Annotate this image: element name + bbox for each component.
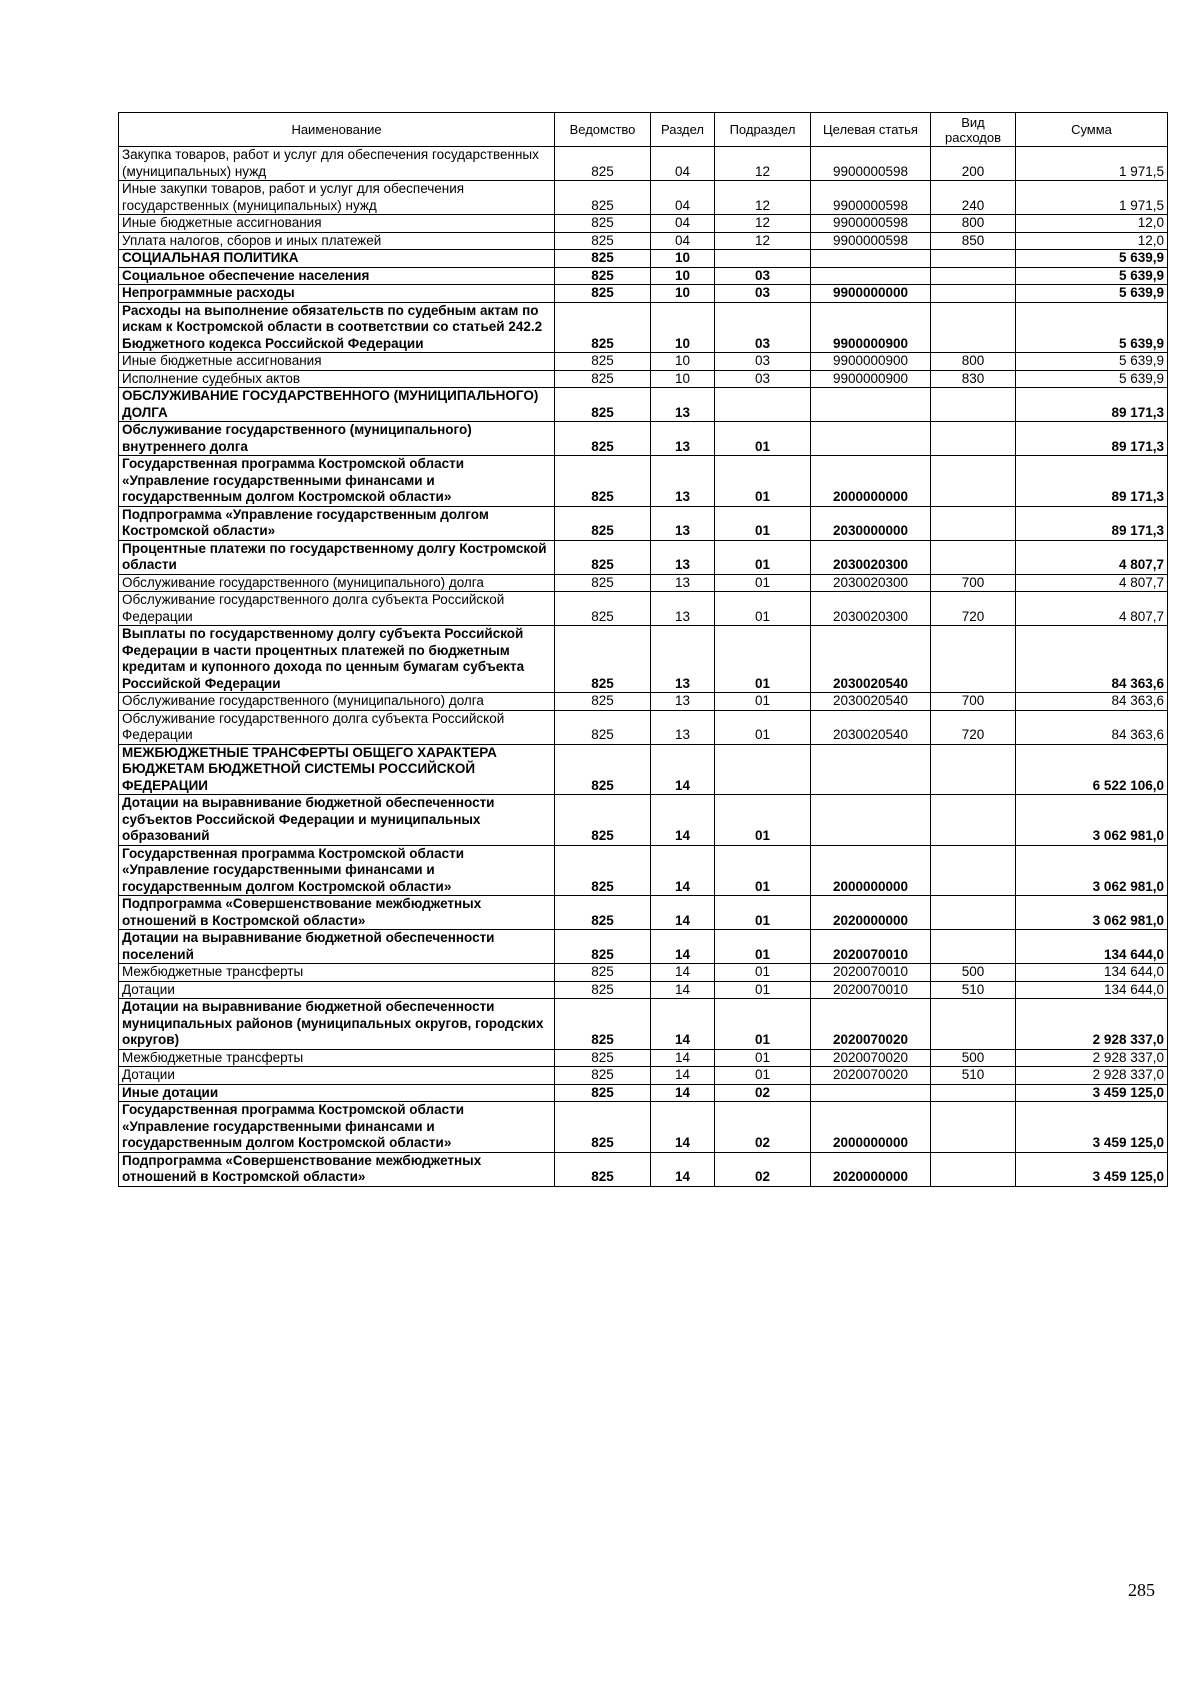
header-name: Наименование <box>119 113 555 147</box>
cell-section: 14 <box>651 1067 715 1085</box>
cell-subsection: 03 <box>715 285 811 303</box>
cell-sum: 89 171,3 <box>1016 506 1168 540</box>
cell-target <box>811 422 931 456</box>
cell-sum: 1 971,5 <box>1016 147 1168 181</box>
cell-sum: 134 644,0 <box>1016 981 1168 999</box>
cell-name: МЕЖБЮДЖЕТНЫЕ ТРАНСФЕРТЫ ОБЩЕГО ХАРАКТЕРА БЮДЖЕТАМ БЮДЖЕТНОЙ СИСТЕМЫ РОССИЙСКОЙ ФЕДЕРАЦИИ <box>119 744 555 795</box>
cell-name: Государственная программа Костромской области «Управление государственными финансами и государственным долгом Костромской области» <box>119 1102 555 1153</box>
cell-sum: 3 459 125,0 <box>1016 1084 1168 1102</box>
cell-section: 14 <box>651 744 715 795</box>
table-row <box>119 540 1168 574</box>
cell-kind <box>931 845 1016 896</box>
cell-name: Обслуживание государственного долга субъекта Российской Федерации <box>119 592 555 626</box>
cell-subsection: 03 <box>715 353 811 371</box>
cell-kind: 850 <box>931 232 1016 250</box>
cell-sum: 12,0 <box>1016 215 1168 233</box>
cell-sum: 2 928 337,0 <box>1016 1067 1168 1085</box>
page-number: 285 <box>1128 1580 1155 1600</box>
cell-kind <box>931 267 1016 285</box>
cell-dept: 825 <box>555 302 651 353</box>
cell-target: 2020070010 <box>811 964 931 982</box>
cell-target: 9900000900 <box>811 353 931 371</box>
cell-target: 2020070020 <box>811 1049 931 1067</box>
cell-name: Дотации на выравнивание бюджетной обеспеченности субъектов Российской Федерации и муниципальных образований <box>119 795 555 846</box>
cell-section: 04 <box>651 232 715 250</box>
cell-section: 13 <box>651 626 715 693</box>
cell-subsection: 01 <box>715 1049 811 1067</box>
cell-section: 10 <box>651 285 715 303</box>
cell-section: 10 <box>651 267 715 285</box>
cell-sum: 5 639,9 <box>1016 267 1168 285</box>
cell-subsection <box>715 388 811 422</box>
cell-subsection: 02 <box>715 1102 811 1153</box>
cell-target <box>811 1084 931 1102</box>
cell-target: 2000000000 <box>811 1102 931 1153</box>
cell-sum: 3 459 125,0 <box>1016 1102 1168 1153</box>
cell-kind: 700 <box>931 574 1016 592</box>
table-row <box>119 422 1168 456</box>
header-section: Раздел <box>651 113 715 147</box>
cell-subsection: 01 <box>715 574 811 592</box>
cell-section: 14 <box>651 964 715 982</box>
cell-kind <box>931 302 1016 353</box>
table-row <box>119 845 1168 896</box>
cell-section: 10 <box>651 370 715 388</box>
table-row <box>119 1067 1168 1085</box>
cell-target <box>811 250 931 268</box>
cell-dept: 825 <box>555 1102 651 1153</box>
table-row <box>119 1084 1168 1102</box>
cell-target: 9900000598 <box>811 232 931 250</box>
table-row <box>119 267 1168 285</box>
cell-subsection: 01 <box>715 1067 811 1085</box>
cell-subsection: 01 <box>715 845 811 896</box>
cell-sum: 84 363,6 <box>1016 626 1168 693</box>
cell-kind: 500 <box>931 1049 1016 1067</box>
cell-subsection <box>715 250 811 268</box>
cell-kind: 720 <box>931 710 1016 744</box>
cell-dept: 825 <box>555 999 651 1050</box>
cell-target <box>811 795 931 846</box>
cell-dept: 825 <box>555 215 651 233</box>
cell-kind <box>931 540 1016 574</box>
cell-target: 2000000000 <box>811 845 931 896</box>
cell-name: Обслуживание государственного (муниципального) внутреннего долга <box>119 422 555 456</box>
table-row <box>119 964 1168 982</box>
cell-section: 14 <box>651 1084 715 1102</box>
cell-name: СОЦИАЛЬНАЯ ПОЛИТИКА <box>119 250 555 268</box>
cell-name: Иные бюджетные ассигнования <box>119 215 555 233</box>
cell-kind <box>931 795 1016 846</box>
cell-sum: 89 171,3 <box>1016 388 1168 422</box>
cell-subsection: 02 <box>715 1084 811 1102</box>
cell-target: 2020000000 <box>811 1152 931 1186</box>
table-row <box>119 693 1168 711</box>
cell-kind: 800 <box>931 353 1016 371</box>
cell-sum: 3 459 125,0 <box>1016 1152 1168 1186</box>
cell-dept: 825 <box>555 1067 651 1085</box>
header-subsection: Подраздел <box>715 113 811 147</box>
cell-section: 10 <box>651 250 715 268</box>
table-row <box>119 1152 1168 1186</box>
cell-target: 9900000900 <box>811 302 931 353</box>
cell-dept: 825 <box>555 981 651 999</box>
cell-kind <box>931 896 1016 930</box>
cell-subsection: 01 <box>715 981 811 999</box>
header-dept: Ведомство <box>555 113 651 147</box>
cell-subsection: 01 <box>715 930 811 964</box>
cell-section: 04 <box>651 215 715 233</box>
cell-sum: 3 062 981,0 <box>1016 795 1168 846</box>
cell-name: Дотации <box>119 1067 555 1085</box>
cell-sum: 5 639,9 <box>1016 302 1168 353</box>
cell-subsection: 03 <box>715 370 811 388</box>
table-row <box>119 930 1168 964</box>
cell-dept: 825 <box>555 232 651 250</box>
cell-subsection <box>715 744 811 795</box>
cell-section: 14 <box>651 845 715 896</box>
header-target: Целевая статья <box>811 113 931 147</box>
table-row <box>119 302 1168 353</box>
cell-name: Межбюджетные трансферты <box>119 964 555 982</box>
cell-target: 2020070020 <box>811 1067 931 1085</box>
cell-subsection: 01 <box>715 795 811 846</box>
cell-section: 14 <box>651 1049 715 1067</box>
cell-dept: 825 <box>555 267 651 285</box>
cell-kind <box>931 456 1016 507</box>
cell-section: 14 <box>651 930 715 964</box>
cell-sum: 134 644,0 <box>1016 964 1168 982</box>
cell-target: 2030020300 <box>811 540 931 574</box>
cell-target: 2020070020 <box>811 999 931 1050</box>
cell-subsection: 01 <box>715 693 811 711</box>
cell-target: 9900000598 <box>811 147 931 181</box>
cell-kind <box>931 1102 1016 1153</box>
cell-name: Непрограммные расходы <box>119 285 555 303</box>
table-row <box>119 710 1168 744</box>
cell-dept: 825 <box>555 964 651 982</box>
cell-kind: 510 <box>931 1067 1016 1085</box>
table-row <box>119 181 1168 215</box>
table-row <box>119 285 1168 303</box>
cell-name: Обслуживание государственного (муниципального) долга <box>119 574 555 592</box>
cell-dept: 825 <box>555 574 651 592</box>
cell-name: Иные дотации <box>119 1084 555 1102</box>
cell-section: 14 <box>651 795 715 846</box>
cell-sum: 6 522 106,0 <box>1016 744 1168 795</box>
cell-sum: 5 639,9 <box>1016 370 1168 388</box>
cell-dept: 825 <box>555 506 651 540</box>
cell-dept: 825 <box>555 353 651 371</box>
cell-sum: 5 639,9 <box>1016 285 1168 303</box>
cell-target <box>811 744 931 795</box>
cell-name: Закупка товаров, работ и услуг для обеспечения государственных (муниципальных) нужд <box>119 147 555 181</box>
table-row <box>119 456 1168 507</box>
cell-section: 10 <box>651 353 715 371</box>
cell-dept: 825 <box>555 181 651 215</box>
cell-subsection: 01 <box>715 999 811 1050</box>
table-row <box>119 353 1168 371</box>
cell-kind <box>931 285 1016 303</box>
cell-target: 2030020540 <box>811 710 931 744</box>
table-row <box>119 147 1168 181</box>
cell-dept: 825 <box>555 896 651 930</box>
cell-name: Расходы на выполнение обязательств по судебным актам по искам к Костромской области в соответствии со статьей 242.2 Бюджетного кодекса Российской Федерации <box>119 302 555 353</box>
cell-sum: 4 807,7 <box>1016 592 1168 626</box>
table-row <box>119 592 1168 626</box>
cell-kind: 800 <box>931 215 1016 233</box>
cell-kind: 700 <box>931 693 1016 711</box>
cell-dept: 825 <box>555 693 651 711</box>
cell-dept: 825 <box>555 626 651 693</box>
cell-target <box>811 267 931 285</box>
cell-kind <box>931 388 1016 422</box>
header-row <box>119 113 1168 147</box>
table-row <box>119 896 1168 930</box>
cell-name: Уплата налогов, сборов и иных платежей <box>119 232 555 250</box>
cell-name: Подпрограмма «Управление государственным долгом Костромской области» <box>119 506 555 540</box>
cell-section: 14 <box>651 981 715 999</box>
cell-dept: 825 <box>555 1049 651 1067</box>
cell-kind <box>931 999 1016 1050</box>
cell-name: Обслуживание государственного долга субъекта Российской Федерации <box>119 710 555 744</box>
cell-dept: 825 <box>555 250 651 268</box>
cell-section: 14 <box>651 1152 715 1186</box>
cell-sum: 89 171,3 <box>1016 422 1168 456</box>
cell-subsection: 12 <box>715 215 811 233</box>
cell-target: 2030020540 <box>811 626 931 693</box>
cell-name: Выплаты по государственному долгу субъекта Российской Федерации в части процентных платежей по бюджетным кредитам и купонного дохода по ценным бумагам субъекта Российской Федерации <box>119 626 555 693</box>
cell-sum: 134 644,0 <box>1016 930 1168 964</box>
cell-kind <box>931 1152 1016 1186</box>
table-row <box>119 626 1168 693</box>
cell-name: Межбюджетные трансферты <box>119 1049 555 1067</box>
table-row <box>119 388 1168 422</box>
cell-kind: 500 <box>931 964 1016 982</box>
cell-name: Государственная программа Костромской области «Управление государственными финансами и государственным долгом Костромской области» <box>119 456 555 507</box>
cell-target: 9900000598 <box>811 181 931 215</box>
cell-dept: 825 <box>555 388 651 422</box>
cell-section: 13 <box>651 574 715 592</box>
cell-target: 9900000000 <box>811 285 931 303</box>
cell-sum: 2 928 337,0 <box>1016 1049 1168 1067</box>
cell-kind <box>931 250 1016 268</box>
table-row <box>119 1102 1168 1153</box>
cell-kind <box>931 744 1016 795</box>
cell-dept: 825 <box>555 1152 651 1186</box>
cell-kind <box>931 626 1016 693</box>
cell-name: Иные бюджетные ассигнования <box>119 353 555 371</box>
cell-sum: 2 928 337,0 <box>1016 999 1168 1050</box>
cell-sum: 84 363,6 <box>1016 693 1168 711</box>
cell-subsection: 01 <box>715 422 811 456</box>
table-row <box>119 215 1168 233</box>
table-row <box>119 744 1168 795</box>
cell-kind: 240 <box>931 181 1016 215</box>
cell-subsection: 01 <box>715 506 811 540</box>
cell-name: Процентные платежи по государственному долгу Костромской области <box>119 540 555 574</box>
cell-section: 14 <box>651 896 715 930</box>
cell-sum: 3 062 981,0 <box>1016 845 1168 896</box>
cell-target <box>811 388 931 422</box>
cell-section: 13 <box>651 693 715 711</box>
table-row <box>119 250 1168 268</box>
cell-kind <box>931 506 1016 540</box>
cell-target: 2030020300 <box>811 592 931 626</box>
cell-dept: 825 <box>555 540 651 574</box>
cell-name: Дотации на выравнивание бюджетной обеспеченности поселений <box>119 930 555 964</box>
cell-kind: 720 <box>931 592 1016 626</box>
cell-sum: 5 639,9 <box>1016 250 1168 268</box>
cell-name: ОБСЛУЖИВАНИЕ ГОСУДАРСТВЕННОГО (МУНИЦИПАЛЬНОГО) ДОЛГА <box>119 388 555 422</box>
cell-kind: 830 <box>931 370 1016 388</box>
cell-name: Дотации на выравнивание бюджетной обеспеченности муниципальных районов (муниципальных округов, городских округов) <box>119 999 555 1050</box>
cell-subsection: 01 <box>715 626 811 693</box>
cell-target: 2020070010 <box>811 930 931 964</box>
cell-sum: 12,0 <box>1016 232 1168 250</box>
cell-dept: 825 <box>555 845 651 896</box>
cell-section: 04 <box>651 147 715 181</box>
cell-dept: 825 <box>555 795 651 846</box>
cell-dept: 825 <box>555 370 651 388</box>
cell-name: Дотации <box>119 981 555 999</box>
cell-sum: 5 639,9 <box>1016 353 1168 371</box>
cell-subsection: 01 <box>715 592 811 626</box>
cell-dept: 825 <box>555 147 651 181</box>
cell-name: Государственная программа Костромской области «Управление государственными финансами и государственным долгом Костромской области» <box>119 845 555 896</box>
cell-dept: 825 <box>555 930 651 964</box>
table-row <box>119 506 1168 540</box>
table-row <box>119 574 1168 592</box>
cell-target: 2020070010 <box>811 981 931 999</box>
cell-target: 2030020300 <box>811 574 931 592</box>
cell-sum: 1 971,5 <box>1016 181 1168 215</box>
table-row <box>119 1049 1168 1067</box>
cell-kind <box>931 930 1016 964</box>
cell-dept: 825 <box>555 592 651 626</box>
table-row <box>119 795 1168 846</box>
cell-kind: 510 <box>931 981 1016 999</box>
cell-section: 13 <box>651 456 715 507</box>
cell-subsection: 01 <box>715 710 811 744</box>
cell-section: 10 <box>651 302 715 353</box>
cell-dept: 825 <box>555 285 651 303</box>
cell-subsection: 01 <box>715 896 811 930</box>
cell-sum: 84 363,6 <box>1016 710 1168 744</box>
cell-sum: 4 807,7 <box>1016 540 1168 574</box>
cell-subsection: 01 <box>715 540 811 574</box>
cell-target: 2030020540 <box>811 693 931 711</box>
cell-target: 2020000000 <box>811 896 931 930</box>
cell-subsection: 01 <box>715 964 811 982</box>
cell-target: 2030000000 <box>811 506 931 540</box>
cell-sum: 4 807,7 <box>1016 574 1168 592</box>
cell-name: Иные закупки товаров, работ и услуг для обеспечения государственных (муниципальных) нужд <box>119 181 555 215</box>
cell-subsection: 12 <box>715 147 811 181</box>
header-sum: Сумма <box>1016 113 1168 147</box>
table-row <box>119 981 1168 999</box>
cell-section: 13 <box>651 388 715 422</box>
cell-subsection: 02 <box>715 1152 811 1186</box>
cell-target: 9900000900 <box>811 370 931 388</box>
cell-kind: 200 <box>931 147 1016 181</box>
cell-section: 13 <box>651 540 715 574</box>
cell-name: Обслуживание государственного (муниципального) долга <box>119 693 555 711</box>
cell-section: 13 <box>651 422 715 456</box>
cell-section: 14 <box>651 999 715 1050</box>
cell-section: 13 <box>651 592 715 626</box>
cell-target: 2000000000 <box>811 456 931 507</box>
cell-sum: 3 062 981,0 <box>1016 896 1168 930</box>
cell-sum: 89 171,3 <box>1016 456 1168 507</box>
cell-section: 04 <box>651 181 715 215</box>
cell-section: 13 <box>651 710 715 744</box>
cell-kind <box>931 1084 1016 1102</box>
table-row <box>119 999 1168 1050</box>
cell-dept: 825 <box>555 710 651 744</box>
table-row <box>119 232 1168 250</box>
cell-subsection: 03 <box>715 267 811 285</box>
cell-section: 14 <box>651 1102 715 1153</box>
table-row <box>119 370 1168 388</box>
cell-name: Подпрограмма «Совершенствование межбюджетных отношений в Костромской области» <box>119 1152 555 1186</box>
header-kind: Вид расходов <box>931 113 1016 147</box>
cell-subsection: 03 <box>715 302 811 353</box>
cell-subsection: 12 <box>715 232 811 250</box>
cell-dept: 825 <box>555 456 651 507</box>
cell-name: Исполнение судебных актов <box>119 370 555 388</box>
cell-target: 9900000598 <box>811 215 931 233</box>
cell-name: Подпрограмма «Совершенствование межбюджетных отношений в Костромской области» <box>119 896 555 930</box>
cell-dept: 825 <box>555 422 651 456</box>
cell-section: 13 <box>651 506 715 540</box>
budget-table <box>118 112 1168 1187</box>
cell-dept: 825 <box>555 1084 651 1102</box>
cell-subsection: 12 <box>715 181 811 215</box>
cell-name: Социальное обеспечение населения <box>119 267 555 285</box>
cell-subsection: 01 <box>715 456 811 507</box>
cell-kind <box>931 422 1016 456</box>
table-body <box>119 147 1168 1187</box>
cell-dept: 825 <box>555 744 651 795</box>
